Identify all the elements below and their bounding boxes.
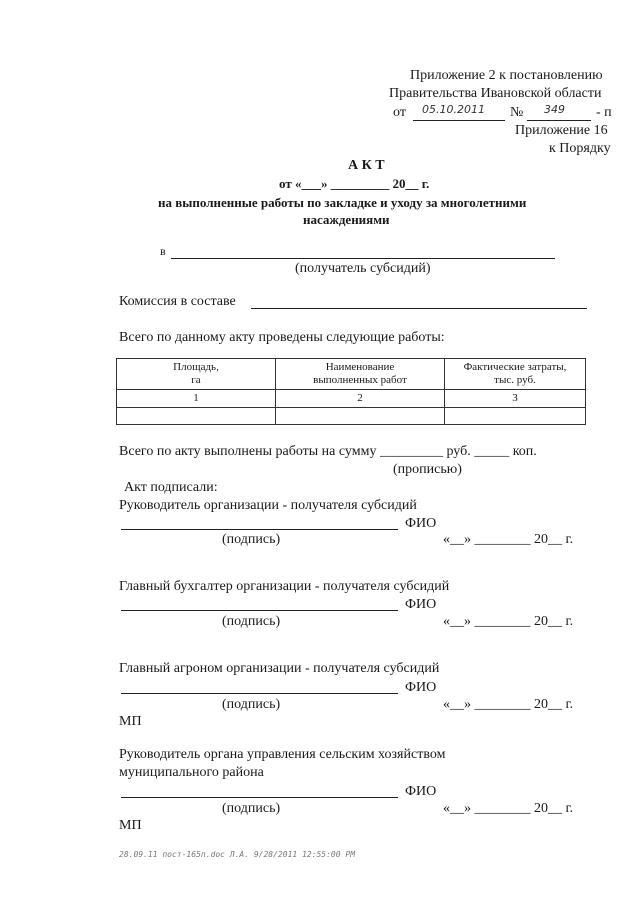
signature-caption: (подпись) xyxy=(222,697,281,712)
table-header-costs-l2: тыс. руб. xyxy=(494,374,536,386)
act-description-line-2: насаждениями xyxy=(303,212,390,227)
role-agriculture-head-l2: муниципального района xyxy=(119,765,264,780)
stamp-place: МП xyxy=(119,818,142,833)
commission-line xyxy=(251,308,587,309)
signature-line xyxy=(121,529,398,530)
header-appendix-16: Приложение 16 xyxy=(515,123,608,138)
date-underline xyxy=(413,120,505,121)
handwritten-number: 349 xyxy=(544,103,565,116)
table-cell xyxy=(445,408,586,425)
table-cell: 2 xyxy=(276,390,445,408)
table-header-works xyxy=(276,359,445,390)
commission-label: Комиссия в составе xyxy=(119,294,236,309)
role-chief-accountant: Главный бухгалтер организации - получателя субсидий xyxy=(119,579,450,594)
signature-date: «__» ________ 20__ г. xyxy=(443,697,574,712)
table-cell xyxy=(276,408,445,425)
table-header-area-l1: Площадь, xyxy=(173,361,219,373)
header-number-label: № xyxy=(510,105,524,120)
recipient-caption: (получатель субсидий) xyxy=(295,261,431,276)
role-agriculture-head: Руководитель органа управления сельским хозяйством xyxy=(119,747,446,762)
signature-caption: (подпись) xyxy=(222,614,281,629)
table-header-works-l1: Наименование xyxy=(325,361,395,373)
signature-line xyxy=(121,797,398,798)
header-ot-label: от xyxy=(393,105,406,120)
header-poryadok: к Порядку xyxy=(549,141,611,156)
signature-caption: (подпись) xyxy=(222,532,281,547)
role-director: Руководитель организации - получателя субсидий xyxy=(119,498,417,513)
handwritten-date: 05.10.2011 xyxy=(422,103,485,116)
table-header-costs-l1: Фактические затраты, xyxy=(463,361,567,373)
fio-label: ФИО xyxy=(405,597,437,612)
number-underline xyxy=(527,120,591,121)
act-title: А К Т xyxy=(348,158,385,173)
sum-caption: (прописью) xyxy=(393,462,462,477)
act-date-line: от «___» _________ 20__ г. xyxy=(279,176,430,191)
table-header-row xyxy=(117,359,586,390)
table-header-area xyxy=(117,359,276,390)
signature-line xyxy=(121,693,398,694)
table-number-row xyxy=(117,390,586,408)
fio-label: ФИО xyxy=(405,784,437,799)
header-number-suffix: - п xyxy=(596,105,612,120)
works-intro: Всего по данному акту проведены следующие работы: xyxy=(119,330,445,345)
sum-line: Всего по акту выполнены работы на сумму _________ руб. _____ коп. xyxy=(119,444,537,459)
signed-label: Акт подписали: xyxy=(124,480,218,495)
table-row xyxy=(117,408,586,425)
table-cell: 1 xyxy=(117,390,276,408)
signature-date: «__» ________ 20__ г. xyxy=(443,801,574,816)
fio-label: ФИО xyxy=(405,680,437,695)
table-header-area-l2: га xyxy=(191,374,201,386)
table-header-costs xyxy=(445,359,586,390)
table-header-works-l2: выполненных работ xyxy=(313,374,407,386)
fio-label: ФИО xyxy=(405,516,437,531)
recipient-prefix: в xyxy=(160,244,166,258)
signature-date: «__» ________ 20__ г. xyxy=(443,614,574,629)
works-table xyxy=(116,358,586,425)
signature-caption: (подпись) xyxy=(222,801,281,816)
header-line-1: Приложение 2 к постановлению xyxy=(410,68,603,83)
table-cell: 3 xyxy=(445,390,586,408)
signature-date: «__» ________ 20__ г. xyxy=(443,532,574,547)
stamp-place: МП xyxy=(119,714,142,729)
recipient-line xyxy=(171,258,555,259)
act-description-line-1: на выполненные работы по закладке и уходу за многолетними xyxy=(158,195,527,210)
signature-line xyxy=(121,610,398,611)
role-chief-agronomist: Главный агроном организации - получателя субсидий xyxy=(119,661,440,676)
file-footer: 28.09.11 пост-165п.doc Л.А. 9/28/2011 12:55:00 PM xyxy=(119,850,356,859)
header-line-2: Правительства Ивановской области xyxy=(389,86,602,101)
table-cell xyxy=(117,408,276,425)
